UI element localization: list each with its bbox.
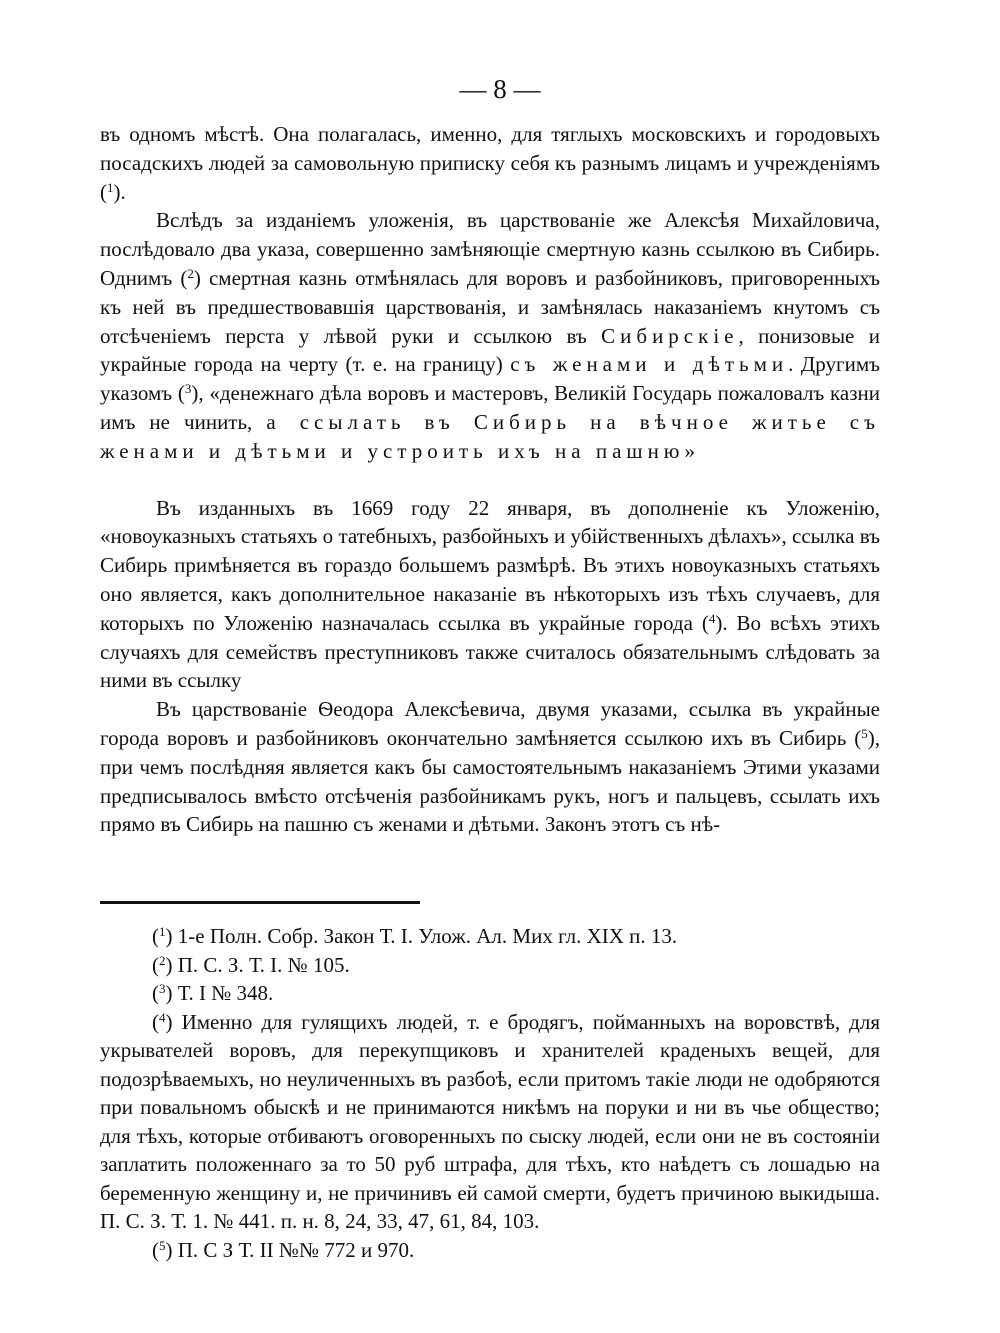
paragraph: Вслѣдъ за изданіемъ уложенія, въ царствованіе же Алексѣя Михайловича, послѣдовало два указа, совершенно замѣняющіе смертную казнь ссылкою въ Сибирь. Однимъ ($^2$) смертная казнь отмѣнялась для воровъ и разбойниковъ, приговоренныхъ къ ней въ предшествовавшія царствованія, и замѣнялась наказаніемъ кнутомъ съ отсѣченіемъ перста у лѣвой руки и ссылкою въ Сибирскіе, понизовые и украйные города на черту (т. е. на границу) съ женами и дѣтьми. Другимъ указомъ ($^3$), «денежнаго дѣла воровъ и мастеровъ, Великій Государь пожаловалъ казни имъ не чинить, а ссылать въ Сибирь на вѣчное житье съ женами и дѣтьми и устроить ихъ на пашню» (100, 208, 880, 463)
paragraph: Въ царствованіе Ѳеодора Алексѣевича, двумя указами, ссылка въ украйные города воровъ и разбойниковъ окончательно замѣняется ссылкою ихъ въ Сибирь ($^5$), при чемъ послѣдняя является какъ бы самостоятельнымъ наказаніемъ Этими указами предписывалось вмѣсто отсѣченія разбойникамъ рукъ, ногъ и пальцевъ, ссылать ихъ прямо въ Сибирь на пашню съ женами и дѣтьми. Законъ этотъ съ нѣ- (100, 697, 880, 837)
footnote-divider (100, 901, 420, 904)
footnote: ($^3$) Т. I № 348. (152, 981, 274, 1005)
footnotes (100, 922, 880, 1264)
paragraph: Въ изданныхъ въ 1669 году 22 января, въ дополненіе къ Уложенію, «новоуказныхъ статьяхъ о татебныхъ, разбойныхъ и убійственныхъ дѣлахъ», ссылка въ Сибирь примѣняется въ гораздо большемъ размѣрѣ. Въ этихъ новоуказныхъ статьяхъ оно является, какъ дополнительное наказаніе въ нѣкоторыхъ изъ тѣхъ случаевъ, для которыхъ по Уложенію назначалась ссылка въ украйные города ($^4$). Во всѣхъ этихъ случаяхъ для семействъ преступниковъ также считалось обязательнымъ слѣдовать за ними въ ссылку (100, 495, 880, 693)
page-number: — 8 — (459, 74, 541, 104)
main-text (100, 120, 880, 839)
footnote: ($^2$) П. С. З. Т. I. № 105. (152, 952, 350, 977)
footnote: ($^4$) Именно для гулящихъ людей, т. е бродягъ, пойманныхъ на воровствѣ, для укрывателей воровъ, для перекупщиковъ и хранителей краденыхъ вещей, для подозрѣваемыхъ, но неуличенныхъ въ разбоѣ, если притомъ такіе люди не одобряются при повальномъ обыскѣ и не принимаются никѣмъ на поруки и ни въ чье общество; для тѣхъ, которые отбиваютъ оговоренныхъ по сыску людей, если они не въ состояніи заплатить положеннаго за то 50 руб штрафа, для тѣхъ, кто наѣдетъ съ лошадью на беременную женщину и, не причинивъ ей самой смерти, будетъ причиною выкидыша. П. С. З. Т. 1. № 441. п. н. 8, 24, 33, 47, 61, 84, 103. (100, 1009, 880, 1233)
footnote: ($^1$) 1-е Полн. Собр. Закон Т. I. Улож. Ал. Мих гл. XIX п. 13. (152, 924, 678, 948)
footnote: ($^5$) П. С З Т. II №№ 772 и 970. (152, 1237, 415, 1262)
paragraph: въ одномъ мѣстѣ. Она полагалась, именно, для тяглыхъ московскихъ и городовыхъ посадскихъ людей за самовольную приписку себя къ разнымъ лицамъ и учрежденіямъ ($^1$). (100, 122, 880, 204)
